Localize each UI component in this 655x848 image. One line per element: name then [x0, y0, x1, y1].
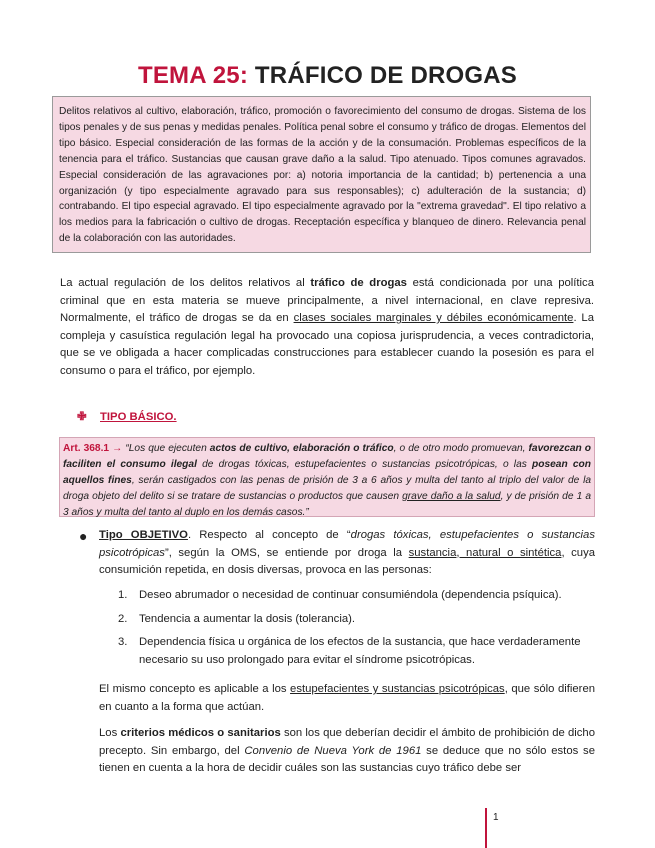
paragraph-criteria: Los criterios médicos o sanitarios son los que deberían decidir el ámbito de prohibición de dicho precepto. Sin embargo, del Convenio de Nueva York de 1961 se deduce que no sólo estos se tienen en cuenta a la hora de decidir cuáles son las sustancias cuyo tráfico debe ser: [99, 727, 595, 775]
page-number: 1: [493, 812, 499, 823]
list-item: 1. Deseo abrumador o necesidad de continuar consumiéndola (dependencia psíquica).: [118, 589, 562, 601]
intro-underline: clases sociales marginales y débiles económicamente: [293, 312, 574, 325]
title-prefix: TEMA 25:: [137, 62, 249, 89]
tipo-label: Tipo OBJETIVO: [99, 529, 188, 541]
article-bold-2: favorezcan o faciliten el consumo ilegal: [63, 443, 592, 470]
cross-bullet-icon: ✙: [77, 411, 87, 423]
paragraph-concept: El mismo concepto es aplicable a los estupefacientes y sustancias psicotrópicas, que sólo difieren en cuanto a la forma que actúan.: [99, 683, 596, 713]
list-item: 3. Dependencia física u orgánica de los efectos de la sustancia, que hace verdaderamente necesario su uso prolongado para evitar el síndrome psicotrópicas.: [118, 636, 581, 666]
list-item: 2. Tendencia a aumentar la dosis (tolerancia).: [118, 612, 356, 625]
intro-paragraph: La actual regulación de los delitos relativos al tráfico de drogas está condicionada por una política criminal que en esta materia se mueve principalmente, a nivel internacional, en clave represiva. Normalmente, el tráfico de drogas se da en clases sociales marginales y débiles económicamente. La compleja y casuística regulación legal ha provocado una copiosa jurisprudencia, a veces contradictoria, que se ve obligada a hacer complicadas construcciones para establecer cuando la posesión es para el consumo o para el tráfico, por ejemplo.: [60, 277, 595, 377]
section-heading-label: TIPO BÁSICO.: [100, 411, 177, 423]
article-underline: grave daño a la salud: [402, 491, 501, 502]
intro-bold: tráfico de drogas: [310, 277, 407, 289]
article-bold-3: posean con aquellos fines: [63, 459, 592, 486]
page-title: [0, 62, 655, 90]
arrow-icon: →: [109, 443, 126, 454]
title-main: TRÁFICO DE DROGAS: [254, 62, 517, 89]
numbered-list: [99, 587, 595, 675]
bullet-icon: ●: [79, 528, 88, 544]
summary-box: Delitos relativos al cultivo, elaboración, tráfico, promoción o favorecimiento del consumo de drogas. Sistema de los tipos penales y de sus penas y medidas penales. Política penal sobre el consumo y tráfico de drogas. Elementos del tipo básico. Especial consideración de las formas de la acción y de la consumación. Problemas específicos de la tenencia para el tráfico. Sustancias que causan grave daño a la salud. Tipo atenuado. Tipos comunes agravados. Especial consideración de las agravaciones por: a) notoria importancia de la cantidad; b) pertenencia a una organización (y tipo especialmente agravado para sus responsables); c) adulteración de la sustancia; d) contrabando. El tipo especial agravado. El tipo especialmente agravado por la "extrema gravedad". El tipo relativo a los medios para la fabricación o cultivo de drogas. Receptación específica y blanqueo de dinero. Relevancia penal de la colaboración con las autoridades.: [52, 96, 591, 253]
tipo-objetivo-paragraph: Tipo OBJETIVO. Respecto al concepto de “drogas tóxicas, estupefacientes o sustancias psicotrópicas”, según la OMS, se entiende por droga la sustancia, natural o sintética, cuya consumición repetida, en dosis diversas, provoca en las personas:: [99, 529, 595, 577]
section-heading: [77, 410, 177, 423]
article-quote-box: Art. 368.1 → “Los que ejecuten actos de cultivo, elaboración o tráfico, o de otro modo promuevan, favorezcan o faciliten el consumo ilegal de drogas tóxicas, estupefacientes o sustancias psicotrópicas, o las posean con aquellos fines, serán castigados con las penas de prisión de 3 a 6 años y multa del tanto al triplo del valor de la droga objeto del delito si se tratare de sustancias o productos que causen grave daño a la salud, y de prisión de 1 a 3 años y multa del tanto al duplo en los demás casos.”: [59, 437, 595, 517]
page-number-bar: [485, 808, 487, 848]
article-bold-1: actos de cultivo, elaboración o tráfico: [209, 443, 394, 454]
article-ref: Art. 368.1: [63, 443, 110, 454]
